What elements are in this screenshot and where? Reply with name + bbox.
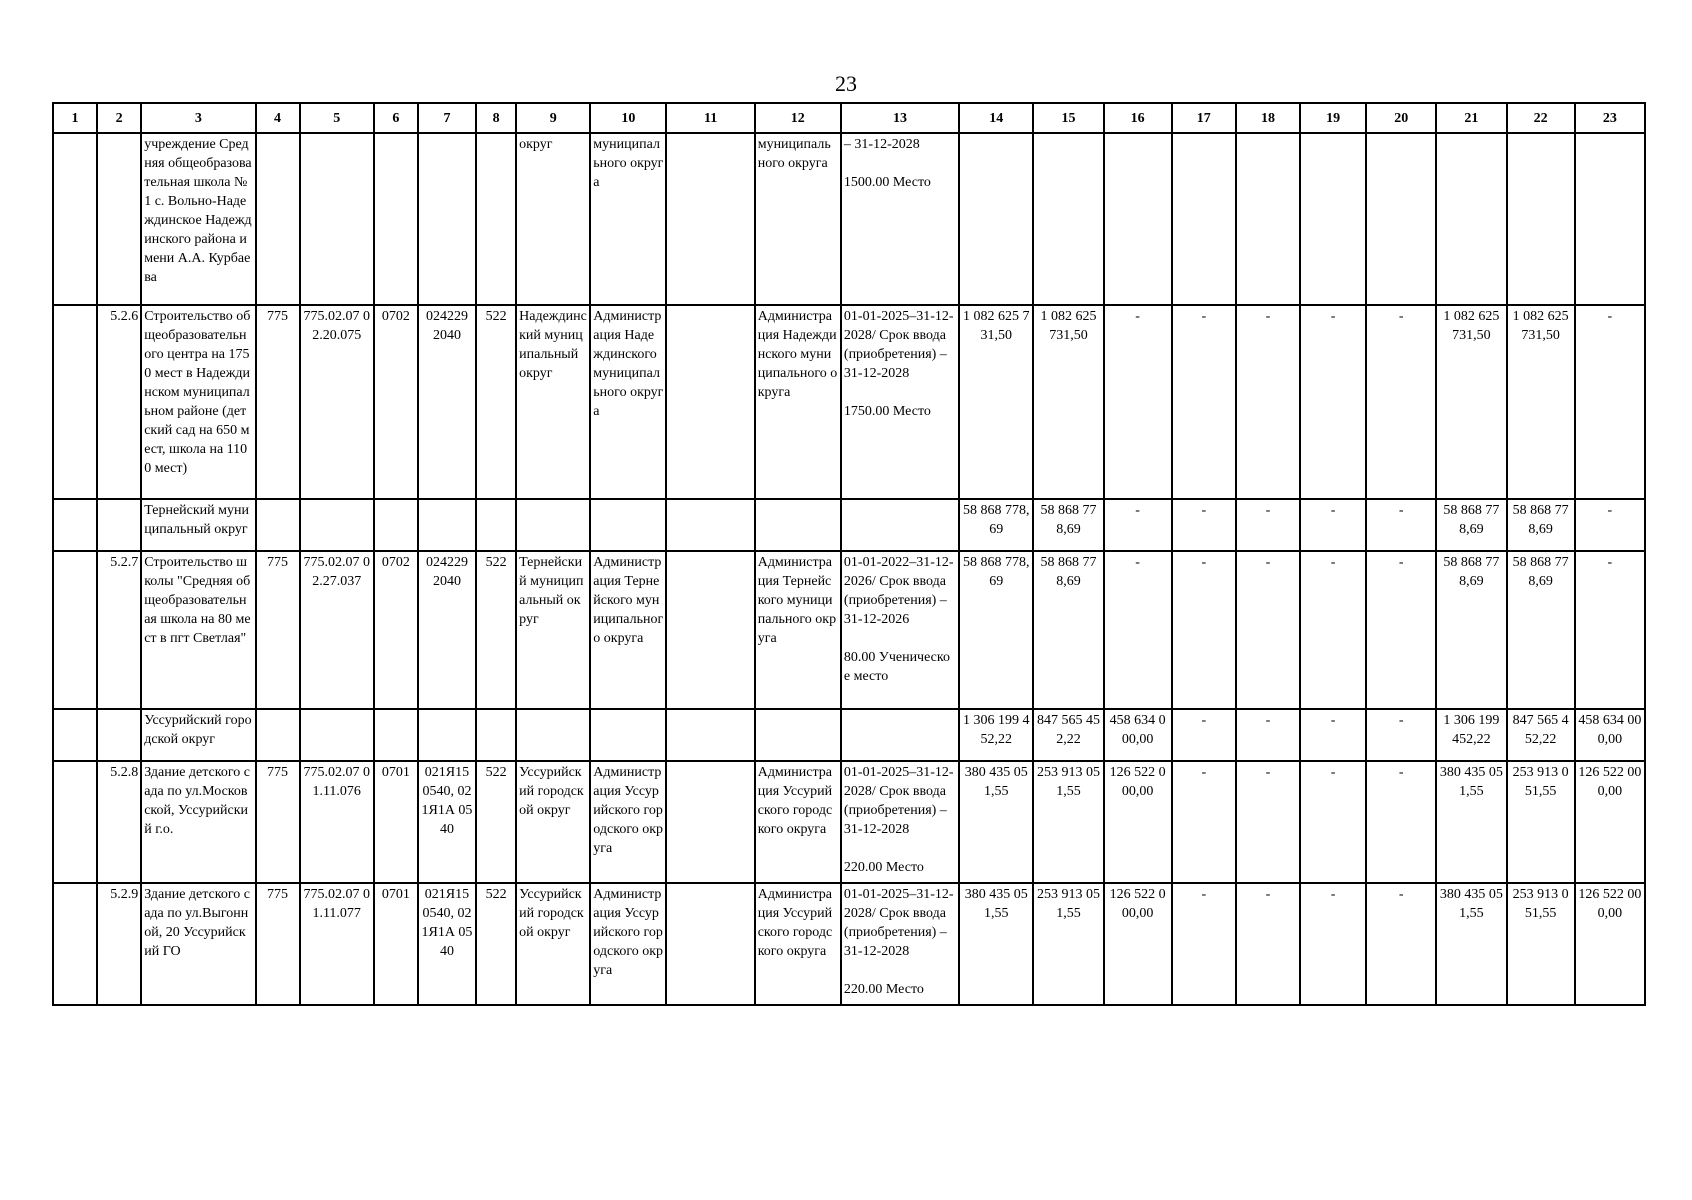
- table-cell-col-11: [666, 883, 754, 1005]
- table-cell-col-12: [755, 709, 841, 761]
- table-cell-col-22: 847 565 452,22: [1507, 709, 1575, 761]
- table-cell-col-23: -: [1575, 499, 1645, 551]
- table-cell-col-2: 5.2.9: [97, 883, 141, 1005]
- table-row: [53, 761, 1645, 883]
- table-cell-col-6: 0701: [374, 883, 418, 1005]
- table-cell-col-5: 775.02.07 02.20.075: [300, 305, 374, 499]
- table-cell-col-7: 021Я15 0540, 021Я1А 0540: [418, 883, 476, 1005]
- table-cell-col-11: [666, 305, 754, 499]
- table-cell-col-2: [97, 709, 141, 761]
- table-cell-col-18: -: [1236, 499, 1300, 551]
- table-cell-col-20: -: [1366, 761, 1436, 883]
- table-cell-col-15: [1033, 133, 1103, 305]
- table-cell-col-5: [300, 499, 374, 551]
- table-cell-col-14: [959, 133, 1033, 305]
- table-cell-col-9: Надеждинский муниципальный округ: [516, 305, 590, 499]
- column-header-3: 3: [141, 103, 255, 133]
- table-cell-col-18: -: [1236, 761, 1300, 883]
- table-cell-col-2: [97, 499, 141, 551]
- table-cell-col-1: [53, 499, 97, 551]
- table-cell-col-3: учреждение Средняя общеобразовательная школа № 1 с. Вольно-Надеждинское Надеждинского района имени А.А. Курбаева: [141, 133, 255, 305]
- table-cell-col-17: -: [1172, 305, 1236, 499]
- table-cell-col-13: [841, 709, 959, 761]
- table-cell-col-4: [256, 709, 300, 761]
- table-cell-col-13: 01-01-2025–31-12-2028/ Срок ввода (приобретения) – 31-12-2028 220.00 Место: [841, 883, 959, 1005]
- table-cell-col-20: [1366, 133, 1436, 305]
- table-cell-col-4: 775: [256, 761, 300, 883]
- column-header-7: 7: [418, 103, 476, 133]
- table-cell-col-7: 024229 2040: [418, 551, 476, 709]
- table-cell-col-17: -: [1172, 499, 1236, 551]
- table-cell-col-22: 58 868 778,69: [1507, 551, 1575, 709]
- table-cell-col-21: 1 306 199 452,22: [1436, 709, 1506, 761]
- table-cell-col-2: [97, 133, 141, 305]
- table-cell-col-7: [418, 133, 476, 305]
- table-cell-col-10: [590, 499, 666, 551]
- data-table: [52, 102, 1646, 1006]
- column-header-2: 2: [97, 103, 141, 133]
- table-cell-col-5: [300, 709, 374, 761]
- table-cell-col-16: 458 634 000,00: [1104, 709, 1172, 761]
- column-header-18: 18: [1236, 103, 1300, 133]
- table-cell-col-21: 1 082 625 731,50: [1436, 305, 1506, 499]
- table-cell-col-13: 01-01-2025–31-12-2028/ Срок ввода (приобретения) – 31-12-2028 220.00 Место: [841, 761, 959, 883]
- table-cell-col-5: 775.02.07 01.11.076: [300, 761, 374, 883]
- table-cell-col-5: 775.02.07 02.27.037: [300, 551, 374, 709]
- table-row: [53, 133, 1645, 305]
- column-header-11: 11: [666, 103, 754, 133]
- table-row: [53, 551, 1645, 709]
- table-cell-col-14: 58 868 778,69: [959, 499, 1033, 551]
- table-cell-col-21: 380 435 051,55: [1436, 761, 1506, 883]
- table-cell-col-10: Администрация Надеждинского муниципального округа: [590, 305, 666, 499]
- table-cell-col-7: 024229 2040: [418, 305, 476, 499]
- table-cell-col-3: Строительство общеобразовательного центра на 1750 мест в Надеждинском муниципальном районе (детский сад на 650 мест, школа на 1100 мест): [141, 305, 255, 499]
- table-cell-col-17: -: [1172, 709, 1236, 761]
- table-cell-col-10: [590, 709, 666, 761]
- table-cell-col-8: [476, 709, 516, 761]
- table-cell-col-9: Уссурийский городской округ: [516, 883, 590, 1005]
- table-cell-col-11: [666, 761, 754, 883]
- table-cell-col-16: -: [1104, 305, 1172, 499]
- table-cell-col-19: -: [1300, 709, 1366, 761]
- column-header-23: 23: [1575, 103, 1645, 133]
- column-header-13: 13: [841, 103, 959, 133]
- table-header-row: [53, 103, 1645, 133]
- table-cell-col-23: 126 522 000,00: [1575, 883, 1645, 1005]
- table-cell-col-18: -: [1236, 305, 1300, 499]
- table-cell-col-2: 5.2.7: [97, 551, 141, 709]
- table-cell-col-16: 126 522 000,00: [1104, 761, 1172, 883]
- table-cell-col-8: [476, 133, 516, 305]
- table-cell-col-20: -: [1366, 499, 1436, 551]
- table-cell-col-12: Администрация Уссурийского городского округа: [755, 761, 841, 883]
- column-header-21: 21: [1436, 103, 1506, 133]
- table-cell-col-19: -: [1300, 305, 1366, 499]
- table-row: [53, 305, 1645, 499]
- table-cell-col-17: [1172, 133, 1236, 305]
- table-cell-col-8: 522: [476, 305, 516, 499]
- column-header-17: 17: [1172, 103, 1236, 133]
- table-cell-col-1: [53, 883, 97, 1005]
- table-cell-col-15: 847 565 452,22: [1033, 709, 1103, 761]
- column-header-19: 19: [1300, 103, 1366, 133]
- table-row: [53, 499, 1645, 551]
- table-cell-col-5: 775.02.07 01.11.077: [300, 883, 374, 1005]
- table-cell-col-12: Администрация Уссурийского городского округа: [755, 883, 841, 1005]
- table-cell-col-16: [1104, 133, 1172, 305]
- table-cell-col-1: [53, 761, 97, 883]
- table-cell-col-18: -: [1236, 883, 1300, 1005]
- table-cell-col-3: Уссурийский городской округ: [141, 709, 255, 761]
- table-cell-col-8: 522: [476, 761, 516, 883]
- table-cell-col-23: [1575, 133, 1645, 305]
- table-cell-col-12: муниципального округа: [755, 133, 841, 305]
- table-cell-col-19: -: [1300, 883, 1366, 1005]
- table-cell-col-12: Администрация Надеждинского муниципального округа: [755, 305, 841, 499]
- column-header-20: 20: [1366, 103, 1436, 133]
- table-cell-col-19: -: [1300, 761, 1366, 883]
- table-cell-col-4: 775: [256, 883, 300, 1005]
- column-header-15: 15: [1033, 103, 1103, 133]
- table-cell-col-7: 021Я15 0540, 021Я1А 0540: [418, 761, 476, 883]
- table-cell-col-23: 458 634 000,00: [1575, 709, 1645, 761]
- table-cell-col-8: 522: [476, 883, 516, 1005]
- table-cell-col-9: Тернейский муниципальный округ: [516, 551, 590, 709]
- table-cell-col-2: 5.2.8: [97, 761, 141, 883]
- table-cell-col-17: -: [1172, 551, 1236, 709]
- table-cell-col-12: Администрация Тернейского муниципального округа: [755, 551, 841, 709]
- table-cell-col-16: 126 522 000,00: [1104, 883, 1172, 1005]
- table-cell-col-22: 253 913 051,55: [1507, 883, 1575, 1005]
- table-cell-col-15: 1 082 625 731,50: [1033, 305, 1103, 499]
- table-cell-col-6: 0702: [374, 551, 418, 709]
- table-cell-col-19: -: [1300, 499, 1366, 551]
- table-cell-col-6: [374, 499, 418, 551]
- table-cell-col-3: Тернейский муниципальный округ: [141, 499, 255, 551]
- table-cell-col-7: [418, 709, 476, 761]
- table-cell-col-10: Администрация Уссурийского городского округа: [590, 761, 666, 883]
- table-cell-col-15: 253 913 051,55: [1033, 883, 1103, 1005]
- table-cell-col-14: 380 435 051,55: [959, 761, 1033, 883]
- table-cell-col-22: 253 913 051,55: [1507, 761, 1575, 883]
- table-cell-col-1: [53, 709, 97, 761]
- table-cell-col-21: [1436, 133, 1506, 305]
- table-cell-col-14: 380 435 051,55: [959, 883, 1033, 1005]
- table-cell-col-21: 58 868 778,69: [1436, 551, 1506, 709]
- table-cell-col-21: 380 435 051,55: [1436, 883, 1506, 1005]
- column-header-4: 4: [256, 103, 300, 133]
- column-header-8: 8: [476, 103, 516, 133]
- table-cell-col-19: [1300, 133, 1366, 305]
- table-cell-col-1: [53, 133, 97, 305]
- table-cell-col-6: 0701: [374, 761, 418, 883]
- table-cell-col-14: 1 082 625 731,50: [959, 305, 1033, 499]
- table-cell-col-13: [841, 499, 959, 551]
- table-cell-col-22: 1 082 625 731,50: [1507, 305, 1575, 499]
- table-cell-col-8: 522: [476, 551, 516, 709]
- table-cell-col-1: [53, 551, 97, 709]
- table-cell-col-19: -: [1300, 551, 1366, 709]
- table-cell-col-9: [516, 709, 590, 761]
- table-cell-col-12: [755, 499, 841, 551]
- table-cell-col-4: 775: [256, 551, 300, 709]
- table-cell-col-9: [516, 499, 590, 551]
- table-cell-col-11: [666, 499, 754, 551]
- table-cell-col-22: [1507, 133, 1575, 305]
- table-cell-col-14: 1 306 199 452,22: [959, 709, 1033, 761]
- table-body: [53, 133, 1645, 1005]
- table-cell-col-11: [666, 709, 754, 761]
- column-header-1: 1: [53, 103, 97, 133]
- page-number: 23: [835, 71, 857, 96]
- table-cell-col-18: -: [1236, 551, 1300, 709]
- table-cell-col-9: Уссурийский городской округ: [516, 761, 590, 883]
- table-cell-col-17: -: [1172, 883, 1236, 1005]
- table-cell-col-20: -: [1366, 551, 1436, 709]
- table-cell-col-3: Строительство школы "Средняя общеобразовательная школа на 80 мест в пгт Светлая": [141, 551, 255, 709]
- table-cell-col-11: [666, 551, 754, 709]
- column-header-12: 12: [755, 103, 841, 133]
- table-row: [53, 709, 1645, 761]
- table-cell-col-3: Здание детского сада по ул.Выгонной, 20 Уссурийский ГО: [141, 883, 255, 1005]
- column-header-10: 10: [590, 103, 666, 133]
- table-cell-col-10: Администрация Уссурийского городского округа: [590, 883, 666, 1005]
- table-cell-col-4: 775: [256, 305, 300, 499]
- table-cell-col-9: округ: [516, 133, 590, 305]
- table-cell-col-20: -: [1366, 305, 1436, 499]
- table-cell-col-22: 58 868 778,69: [1507, 499, 1575, 551]
- column-header-6: 6: [374, 103, 418, 133]
- table-cell-col-14: 58 868 778,69: [959, 551, 1033, 709]
- table-cell-col-2: 5.2.6: [97, 305, 141, 499]
- table-cell-col-7: [418, 499, 476, 551]
- table-cell-col-6: [374, 133, 418, 305]
- table-row: [53, 883, 1645, 1005]
- table-cell-col-15: 253 913 051,55: [1033, 761, 1103, 883]
- table-cell-col-1: [53, 305, 97, 499]
- table-cell-col-17: -: [1172, 761, 1236, 883]
- table-cell-col-23: -: [1575, 551, 1645, 709]
- table-cell-col-10: муниципального округа: [590, 133, 666, 305]
- table-cell-col-16: -: [1104, 499, 1172, 551]
- table-cell-col-11: [666, 133, 754, 305]
- table-cell-col-15: 58 868 778,69: [1033, 551, 1103, 709]
- column-header-5: 5: [300, 103, 374, 133]
- table-cell-col-8: [476, 499, 516, 551]
- table-cell-col-23: -: [1575, 305, 1645, 499]
- table-cell-col-6: 0702: [374, 305, 418, 499]
- table-cell-col-23: 126 522 000,00: [1575, 761, 1645, 883]
- table-cell-col-21: 58 868 778,69: [1436, 499, 1506, 551]
- table-cell-col-6: [374, 709, 418, 761]
- table-cell-col-13: 01-01-2022–31-12-2026/ Срок ввода (приобретения) – 31-12-2026 80.00 Ученическое место: [841, 551, 959, 709]
- column-header-9: 9: [516, 103, 590, 133]
- table-cell-col-20: -: [1366, 883, 1436, 1005]
- table-cell-col-15: 58 868 778,69: [1033, 499, 1103, 551]
- table-cell-col-18: [1236, 133, 1300, 305]
- table-cell-col-5: [300, 133, 374, 305]
- table-cell-col-10: Администрация Тернейского муниципального округа: [590, 551, 666, 709]
- table-cell-col-3: Здание детского сада по ул.Московской, Уссурийский г.о.: [141, 761, 255, 883]
- table-cell-col-20: -: [1366, 709, 1436, 761]
- table-cell-col-18: -: [1236, 709, 1300, 761]
- table-cell-col-13: 01-01-2025–31-12-2028/ Срок ввода (приобретения) – 31-12-2028 1750.00 Место: [841, 305, 959, 499]
- table-cell-col-4: [256, 499, 300, 551]
- table-cell-col-16: -: [1104, 551, 1172, 709]
- column-header-16: 16: [1104, 103, 1172, 133]
- column-header-22: 22: [1507, 103, 1575, 133]
- column-header-14: 14: [959, 103, 1033, 133]
- table-cell-col-4: [256, 133, 300, 305]
- table-cell-col-13: – 31-12-2028 1500.00 Место: [841, 133, 959, 305]
